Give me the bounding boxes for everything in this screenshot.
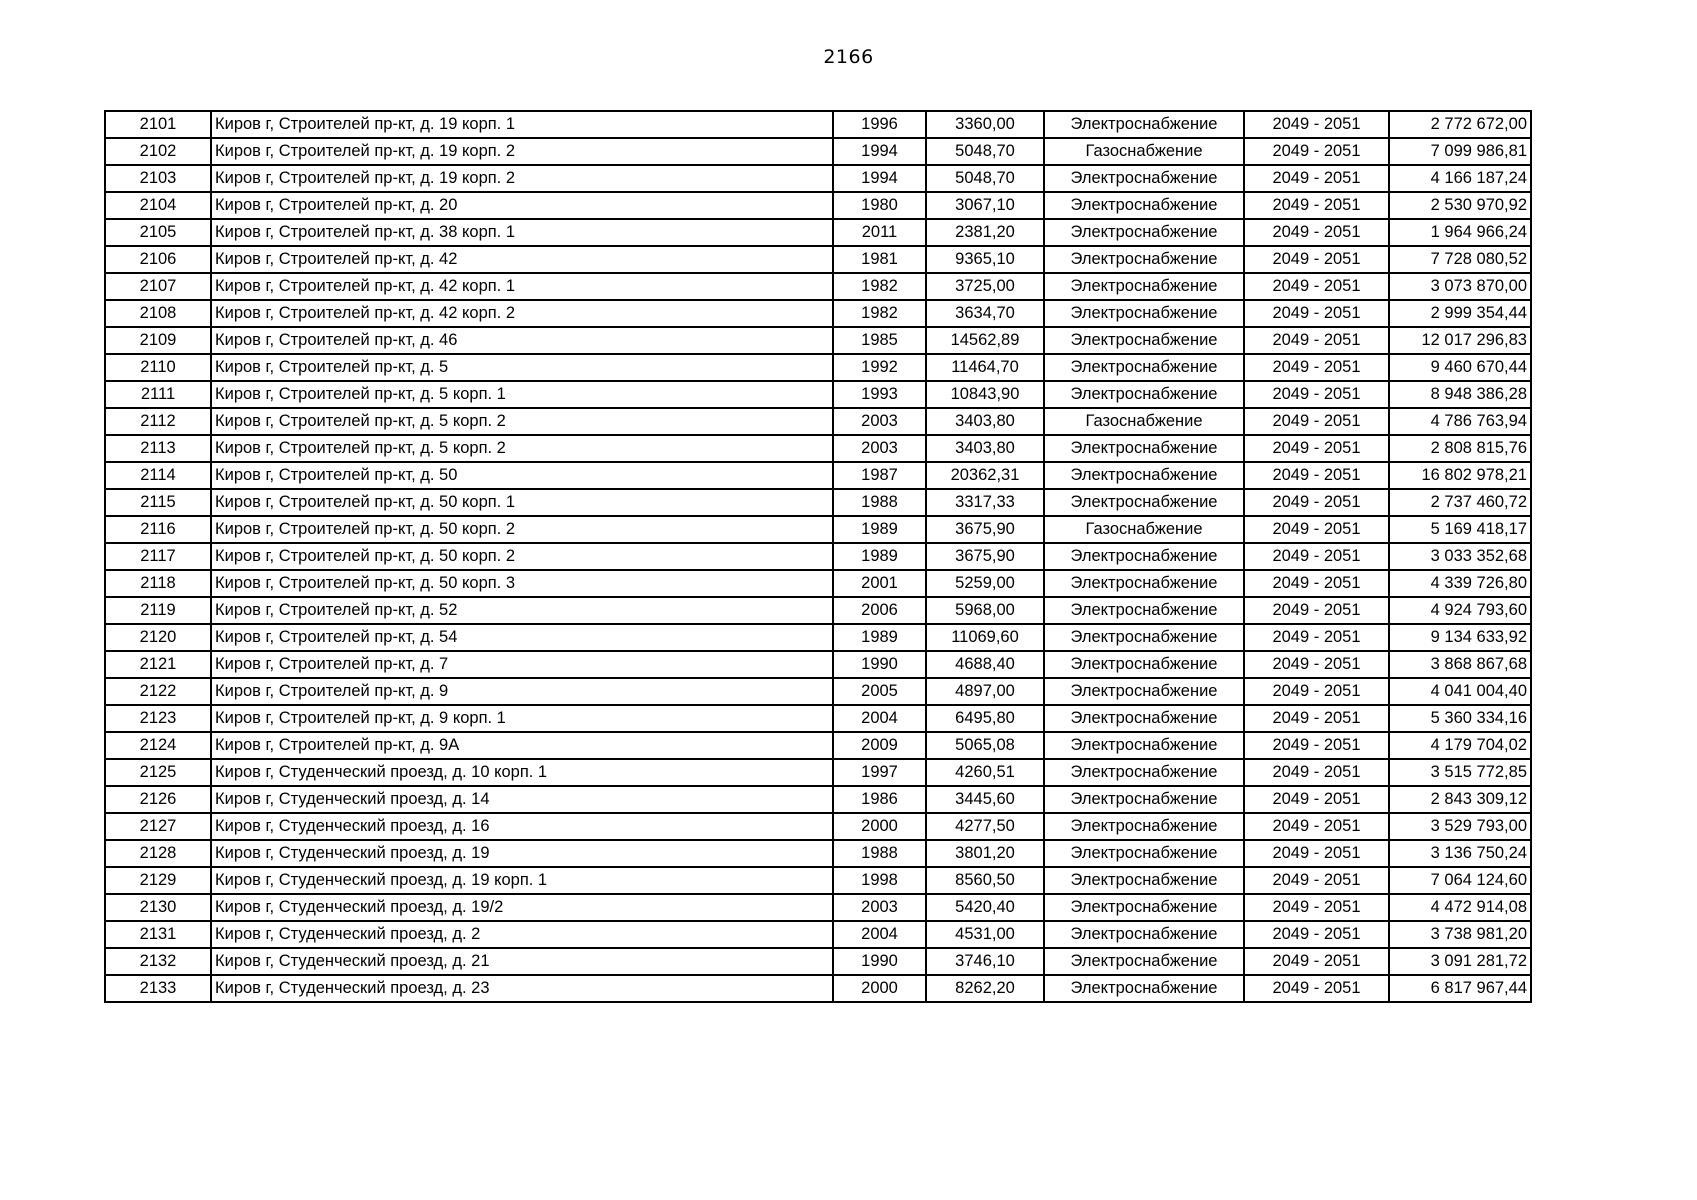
area-cell: 3634,70 (926, 300, 1044, 327)
service-type-cell: Электроснабжение (1044, 624, 1244, 651)
period-cell: 2049 - 2051 (1244, 867, 1389, 894)
row-number-cell: 2128 (105, 840, 211, 867)
year-built-cell: 1989 (833, 624, 926, 651)
period-cell: 2049 - 2051 (1244, 246, 1389, 273)
year-built-cell: 1993 (833, 381, 926, 408)
table-row (105, 975, 1531, 1002)
address-cell: Киров г, Строителей пр-кт, д. 7 (211, 651, 833, 678)
address-cell: Киров г, Строителей пр-кт, д. 50 корп. 1 (211, 489, 833, 516)
area-cell: 4277,50 (926, 813, 1044, 840)
cost-cell: 6 817 967,44 (1389, 975, 1531, 1002)
cost-cell: 7 064 124,60 (1389, 867, 1531, 894)
year-built-cell: 2000 (833, 975, 926, 1002)
service-type-cell: Электроснабжение (1044, 921, 1244, 948)
cost-cell: 4 166 187,24 (1389, 165, 1531, 192)
period-cell: 2049 - 2051 (1244, 381, 1389, 408)
area-cell: 3403,80 (926, 435, 1044, 462)
area-cell: 4260,51 (926, 759, 1044, 786)
cost-cell: 4 924 793,60 (1389, 597, 1531, 624)
row-number-cell: 2120 (105, 624, 211, 651)
area-cell: 3317,33 (926, 489, 1044, 516)
row-number-cell: 2117 (105, 543, 211, 570)
address-cell: Киров г, Строителей пр-кт, д. 38 корп. 1 (211, 219, 833, 246)
area-cell: 5420,40 (926, 894, 1044, 921)
period-cell: 2049 - 2051 (1244, 813, 1389, 840)
year-built-cell: 1981 (833, 246, 926, 273)
year-built-cell: 2006 (833, 597, 926, 624)
row-number-cell: 2121 (105, 651, 211, 678)
area-cell: 11464,70 (926, 354, 1044, 381)
cost-cell: 8 948 386,28 (1389, 381, 1531, 408)
year-built-cell: 2011 (833, 219, 926, 246)
service-type-cell: Электроснабжение (1044, 786, 1244, 813)
area-cell: 5048,70 (926, 165, 1044, 192)
cost-cell: 2 843 309,12 (1389, 786, 1531, 813)
year-built-cell: 1989 (833, 516, 926, 543)
area-cell: 2381,20 (926, 219, 1044, 246)
address-cell: Киров г, Студенческий проезд, д. 19 (211, 840, 833, 867)
period-cell: 2049 - 2051 (1244, 678, 1389, 705)
area-cell: 14562,89 (926, 327, 1044, 354)
period-cell: 2049 - 2051 (1244, 165, 1389, 192)
table-row (105, 354, 1531, 381)
service-type-cell: Электроснабжение (1044, 354, 1244, 381)
year-built-cell: 2003 (833, 408, 926, 435)
cost-cell: 3 738 981,20 (1389, 921, 1531, 948)
row-number-cell: 2124 (105, 732, 211, 759)
row-number-cell: 2118 (105, 570, 211, 597)
table-row (105, 948, 1531, 975)
address-cell: Киров г, Строителей пр-кт, д. 52 (211, 597, 833, 624)
table-row (105, 921, 1531, 948)
table-row (105, 300, 1531, 327)
address-cell: Киров г, Студенческий проезд, д. 19 корп. 1 (211, 867, 833, 894)
period-cell: 2049 - 2051 (1244, 597, 1389, 624)
row-number-cell: 2126 (105, 786, 211, 813)
service-type-cell: Электроснабжение (1044, 597, 1244, 624)
address-cell: Киров г, Студенческий проезд, д. 23 (211, 975, 833, 1002)
period-cell: 2049 - 2051 (1244, 273, 1389, 300)
period-cell: 2049 - 2051 (1244, 300, 1389, 327)
period-cell: 2049 - 2051 (1244, 705, 1389, 732)
table-row (105, 165, 1531, 192)
period-cell: 2049 - 2051 (1244, 408, 1389, 435)
area-cell: 10843,90 (926, 381, 1044, 408)
table-row (105, 273, 1531, 300)
period-cell: 2049 - 2051 (1244, 840, 1389, 867)
year-built-cell: 1989 (833, 543, 926, 570)
service-type-cell: Электроснабжение (1044, 165, 1244, 192)
cost-cell: 7 728 080,52 (1389, 246, 1531, 273)
address-cell: Киров г, Студенческий проезд, д. 14 (211, 786, 833, 813)
year-built-cell: 1997 (833, 759, 926, 786)
table-row (105, 813, 1531, 840)
row-number-cell: 2102 (105, 138, 211, 165)
address-cell: Киров г, Студенческий проезд, д. 10 корп. 1 (211, 759, 833, 786)
year-built-cell: 2003 (833, 435, 926, 462)
table-row (105, 759, 1531, 786)
service-type-cell: Электроснабжение (1044, 975, 1244, 1002)
table-row (105, 516, 1531, 543)
year-built-cell: 1985 (833, 327, 926, 354)
table-row (105, 597, 1531, 624)
service-type-cell: Электроснабжение (1044, 651, 1244, 678)
cost-cell: 1 964 966,24 (1389, 219, 1531, 246)
address-cell: Киров г, Строителей пр-кт, д. 50 корп. 2 (211, 516, 833, 543)
area-cell: 8262,20 (926, 975, 1044, 1002)
area-cell: 3725,00 (926, 273, 1044, 300)
table-row (105, 705, 1531, 732)
period-cell: 2049 - 2051 (1244, 489, 1389, 516)
address-cell: Киров г, Строителей пр-кт, д. 9 корп. 1 (211, 705, 833, 732)
area-cell: 3403,80 (926, 408, 1044, 435)
cost-cell: 4 179 704,02 (1389, 732, 1531, 759)
period-cell: 2049 - 2051 (1244, 354, 1389, 381)
area-cell: 3445,60 (926, 786, 1044, 813)
year-built-cell: 2004 (833, 921, 926, 948)
cost-cell: 3 515 772,85 (1389, 759, 1531, 786)
address-cell: Киров г, Строителей пр-кт, д. 50 корп. 3 (211, 570, 833, 597)
address-cell: Киров г, Строителей пр-кт, д. 54 (211, 624, 833, 651)
address-cell: Киров г, Строителей пр-кт, д. 42 (211, 246, 833, 273)
cost-cell: 2 772 672,00 (1389, 111, 1531, 138)
table-row (105, 138, 1531, 165)
service-type-cell: Электроснабжение (1044, 543, 1244, 570)
service-type-cell: Электроснабжение (1044, 948, 1244, 975)
year-built-cell: 1988 (833, 840, 926, 867)
area-cell: 3801,20 (926, 840, 1044, 867)
service-type-cell: Электроснабжение (1044, 678, 1244, 705)
table-row (105, 489, 1531, 516)
area-cell: 6495,80 (926, 705, 1044, 732)
table-row (105, 192, 1531, 219)
address-cell: Киров г, Строителей пр-кт, д. 19 корп. 2 (211, 138, 833, 165)
year-built-cell: 1998 (833, 867, 926, 894)
period-cell: 2049 - 2051 (1244, 975, 1389, 1002)
cost-cell: 4 786 763,94 (1389, 408, 1531, 435)
cost-cell: 3 868 867,68 (1389, 651, 1531, 678)
year-built-cell: 1990 (833, 948, 926, 975)
address-cell: Киров г, Строителей пр-кт, д. 19 корп. 1 (211, 111, 833, 138)
area-cell: 8560,50 (926, 867, 1044, 894)
service-type-cell: Электроснабжение (1044, 435, 1244, 462)
cost-cell: 12 017 296,83 (1389, 327, 1531, 354)
row-number-cell: 2130 (105, 894, 211, 921)
service-type-cell: Электроснабжение (1044, 705, 1244, 732)
period-cell: 2049 - 2051 (1244, 948, 1389, 975)
row-number-cell: 2110 (105, 354, 211, 381)
year-built-cell: 2001 (833, 570, 926, 597)
year-built-cell: 1990 (833, 651, 926, 678)
table-row (105, 651, 1531, 678)
period-cell: 2049 - 2051 (1244, 570, 1389, 597)
cost-cell: 2 530 970,92 (1389, 192, 1531, 219)
area-cell: 4897,00 (926, 678, 1044, 705)
cost-cell: 16 802 978,21 (1389, 462, 1531, 489)
register-table-body (105, 111, 1531, 1002)
table-row (105, 543, 1531, 570)
period-cell: 2049 - 2051 (1244, 435, 1389, 462)
row-number-cell: 2123 (105, 705, 211, 732)
area-cell: 3067,10 (926, 192, 1044, 219)
address-cell: Киров г, Строителей пр-кт, д. 50 корп. 2 (211, 543, 833, 570)
row-number-cell: 2105 (105, 219, 211, 246)
area-cell: 4531,00 (926, 921, 1044, 948)
year-built-cell: 1982 (833, 300, 926, 327)
service-type-cell: Электроснабжение (1044, 219, 1244, 246)
table-row (105, 246, 1531, 273)
service-type-cell: Газоснабжение (1044, 138, 1244, 165)
row-number-cell: 2133 (105, 975, 211, 1002)
address-cell: Киров г, Строителей пр-кт, д. 5 (211, 354, 833, 381)
address-cell: Киров г, Студенческий проезд, д. 16 (211, 813, 833, 840)
year-built-cell: 1992 (833, 354, 926, 381)
service-type-cell: Электроснабжение (1044, 732, 1244, 759)
address-cell: Киров г, Строителей пр-кт, д. 42 корп. 2 (211, 300, 833, 327)
year-built-cell: 1996 (833, 111, 926, 138)
row-number-cell: 2116 (105, 516, 211, 543)
period-cell: 2049 - 2051 (1244, 111, 1389, 138)
service-type-cell: Электроснабжение (1044, 489, 1244, 516)
row-number-cell: 2127 (105, 813, 211, 840)
table-row (105, 219, 1531, 246)
row-number-cell: 2108 (105, 300, 211, 327)
row-number-cell: 2129 (105, 867, 211, 894)
row-number-cell: 2114 (105, 462, 211, 489)
service-type-cell: Электроснабжение (1044, 840, 1244, 867)
cost-cell: 9 460 670,44 (1389, 354, 1531, 381)
service-type-cell: Электроснабжение (1044, 246, 1244, 273)
cost-cell: 5 169 418,17 (1389, 516, 1531, 543)
service-type-cell: Газоснабжение (1044, 516, 1244, 543)
area-cell: 5048,70 (926, 138, 1044, 165)
cost-cell: 7 099 986,81 (1389, 138, 1531, 165)
area-cell: 3746,10 (926, 948, 1044, 975)
year-built-cell: 2004 (833, 705, 926, 732)
period-cell: 2049 - 2051 (1244, 516, 1389, 543)
year-built-cell: 1982 (833, 273, 926, 300)
period-cell: 2049 - 2051 (1244, 624, 1389, 651)
service-type-cell: Электроснабжение (1044, 813, 1244, 840)
row-number-cell: 2112 (105, 408, 211, 435)
period-cell: 2049 - 2051 (1244, 651, 1389, 678)
period-cell: 2049 - 2051 (1244, 138, 1389, 165)
address-cell: Киров г, Строителей пр-кт, д. 9 (211, 678, 833, 705)
cost-cell: 4 339 726,80 (1389, 570, 1531, 597)
row-number-cell: 2122 (105, 678, 211, 705)
year-built-cell: 1987 (833, 462, 926, 489)
cost-cell: 3 091 281,72 (1389, 948, 1531, 975)
service-type-cell: Электроснабжение (1044, 759, 1244, 786)
service-type-cell: Электроснабжение (1044, 327, 1244, 354)
area-cell: 11069,60 (926, 624, 1044, 651)
page-number: 2166 (823, 46, 874, 68)
address-cell: Киров г, Строителей пр-кт, д. 5 корп. 2 (211, 408, 833, 435)
table-row (105, 732, 1531, 759)
cost-cell: 4 472 914,08 (1389, 894, 1531, 921)
row-number-cell: 2103 (105, 165, 211, 192)
table-row (105, 570, 1531, 597)
service-type-cell: Газоснабжение (1044, 408, 1244, 435)
table-row (105, 678, 1531, 705)
year-built-cell: 1986 (833, 786, 926, 813)
year-built-cell: 2003 (833, 894, 926, 921)
address-cell: Киров г, Строителей пр-кт, д. 42 корп. 1 (211, 273, 833, 300)
period-cell: 2049 - 2051 (1244, 786, 1389, 813)
service-type-cell: Электроснабжение (1044, 273, 1244, 300)
table-row (105, 624, 1531, 651)
cost-cell: 3 136 750,24 (1389, 840, 1531, 867)
address-cell: Киров г, Студенческий проезд, д. 21 (211, 948, 833, 975)
table-row (105, 786, 1531, 813)
cost-cell: 3 033 352,68 (1389, 543, 1531, 570)
area-cell: 3675,90 (926, 543, 1044, 570)
service-type-cell: Электроснабжение (1044, 894, 1244, 921)
year-built-cell: 2005 (833, 678, 926, 705)
row-number-cell: 2115 (105, 489, 211, 516)
row-number-cell: 2132 (105, 948, 211, 975)
year-built-cell: 1994 (833, 138, 926, 165)
row-number-cell: 2109 (105, 327, 211, 354)
cost-cell: 2 999 354,44 (1389, 300, 1531, 327)
row-number-cell: 2119 (105, 597, 211, 624)
service-type-cell: Электроснабжение (1044, 867, 1244, 894)
service-type-cell: Электроснабжение (1044, 381, 1244, 408)
address-cell: Киров г, Строителей пр-кт, д. 5 корп. 1 (211, 381, 833, 408)
period-cell: 2049 - 2051 (1244, 921, 1389, 948)
address-cell: Киров г, Строителей пр-кт, д. 9А (211, 732, 833, 759)
period-cell: 2049 - 2051 (1244, 759, 1389, 786)
table-row (105, 327, 1531, 354)
address-cell: Киров г, Строителей пр-кт, д. 19 корп. 2 (211, 165, 833, 192)
period-cell: 2049 - 2051 (1244, 192, 1389, 219)
service-type-cell: Электроснабжение (1044, 111, 1244, 138)
table-row (105, 408, 1531, 435)
cost-cell: 2 737 460,72 (1389, 489, 1531, 516)
row-number-cell: 2131 (105, 921, 211, 948)
address-cell: Киров г, Строителей пр-кт, д. 20 (211, 192, 833, 219)
year-built-cell: 2000 (833, 813, 926, 840)
table-row (105, 381, 1531, 408)
cost-cell: 4 041 004,40 (1389, 678, 1531, 705)
address-cell: Киров г, Строителей пр-кт, д. 46 (211, 327, 833, 354)
register-table (104, 110, 1532, 1003)
table-row (105, 840, 1531, 867)
row-number-cell: 2104 (105, 192, 211, 219)
area-cell: 5259,00 (926, 570, 1044, 597)
table-row (105, 435, 1531, 462)
address-cell: Киров г, Строителей пр-кт, д. 50 (211, 462, 833, 489)
area-cell: 3675,90 (926, 516, 1044, 543)
row-number-cell: 2101 (105, 111, 211, 138)
table-row (105, 894, 1531, 921)
area-cell: 5065,08 (926, 732, 1044, 759)
period-cell: 2049 - 2051 (1244, 894, 1389, 921)
address-cell: Киров г, Строителей пр-кт, д. 5 корп. 2 (211, 435, 833, 462)
cost-cell: 3 073 870,00 (1389, 273, 1531, 300)
cost-cell: 3 529 793,00 (1389, 813, 1531, 840)
area-cell: 5968,00 (926, 597, 1044, 624)
cost-cell: 9 134 633,92 (1389, 624, 1531, 651)
row-number-cell: 2106 (105, 246, 211, 273)
service-type-cell: Электроснабжение (1044, 462, 1244, 489)
area-cell: 20362,31 (926, 462, 1044, 489)
service-type-cell: Электроснабжение (1044, 192, 1244, 219)
period-cell: 2049 - 2051 (1244, 219, 1389, 246)
address-cell: Киров г, Студенческий проезд, д. 2 (211, 921, 833, 948)
cost-cell: 2 808 815,76 (1389, 435, 1531, 462)
year-built-cell: 1980 (833, 192, 926, 219)
row-number-cell: 2125 (105, 759, 211, 786)
period-cell: 2049 - 2051 (1244, 462, 1389, 489)
area-cell: 4688,40 (926, 651, 1044, 678)
row-number-cell: 2113 (105, 435, 211, 462)
year-built-cell: 1994 (833, 165, 926, 192)
period-cell: 2049 - 2051 (1244, 327, 1389, 354)
service-type-cell: Электроснабжение (1044, 570, 1244, 597)
area-cell: 9365,10 (926, 246, 1044, 273)
address-cell: Киров г, Студенческий проезд, д. 19/2 (211, 894, 833, 921)
period-cell: 2049 - 2051 (1244, 732, 1389, 759)
period-cell: 2049 - 2051 (1244, 543, 1389, 570)
service-type-cell: Электроснабжение (1044, 300, 1244, 327)
year-built-cell: 1988 (833, 489, 926, 516)
table-row (105, 462, 1531, 489)
cost-cell: 5 360 334,16 (1389, 705, 1531, 732)
row-number-cell: 2107 (105, 273, 211, 300)
table-row (105, 867, 1531, 894)
row-number-cell: 2111 (105, 381, 211, 408)
year-built-cell: 2009 (833, 732, 926, 759)
table-row (105, 111, 1531, 138)
area-cell: 3360,00 (926, 111, 1044, 138)
